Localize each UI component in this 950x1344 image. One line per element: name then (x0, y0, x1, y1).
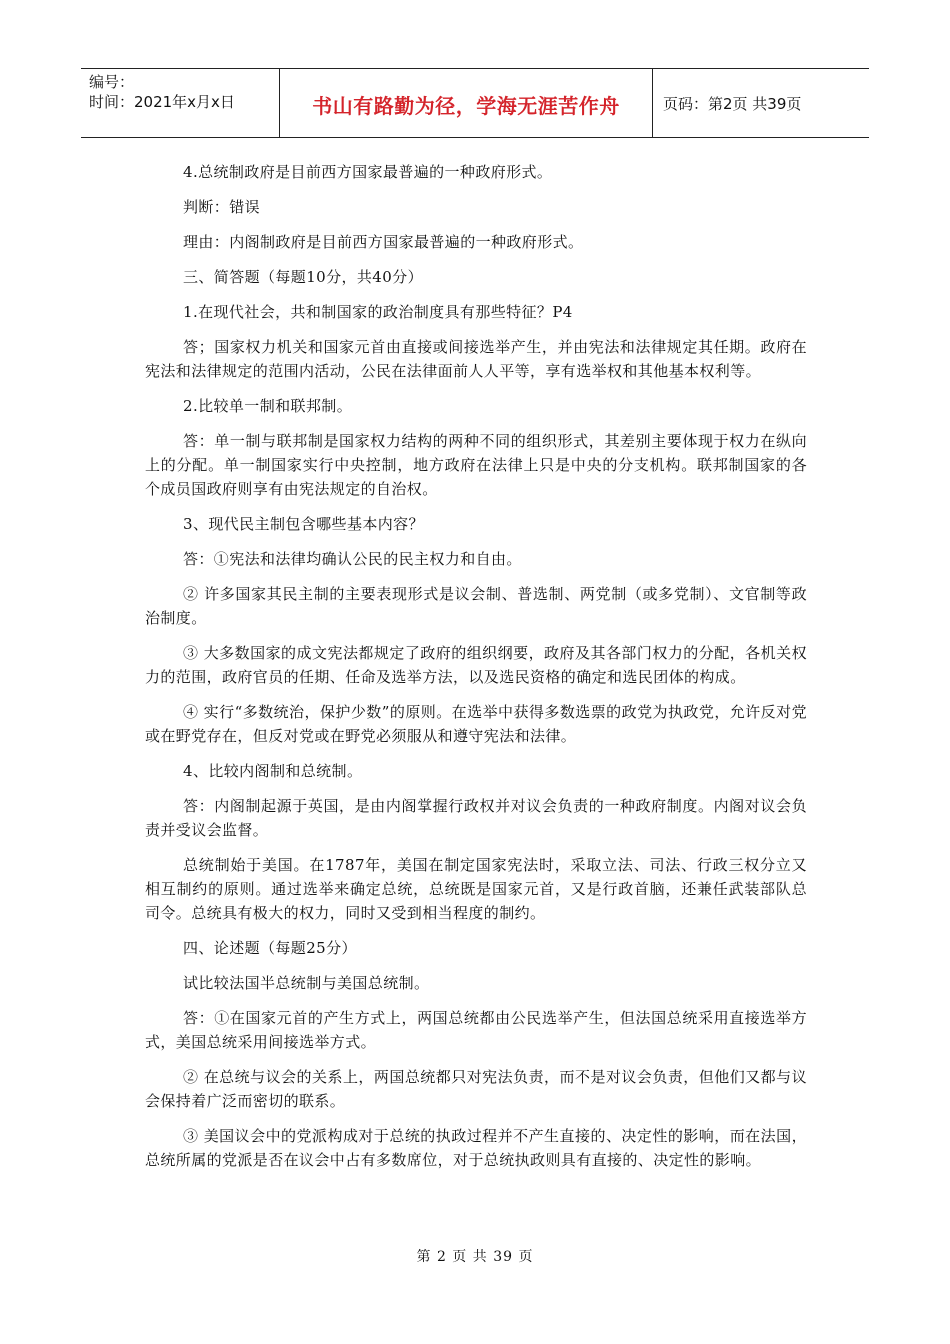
question: 2.比较单一制和联邦制。 (183, 397, 353, 415)
header-meta (81, 69, 280, 137)
answer: 答：①在国家元首的产生方式上，两国总统都由公民选举产生，但法国总统采用直接选举方式，美国总统采用间接选举方式。 (145, 1009, 807, 1051)
question: 4、比较内阁制和总统制。 (183, 762, 363, 780)
answer: 答：内阁制起源于英国，是由内阁掌握行政权并对议会负责的一种政府制度。内阁对议会负责并受议会监督。 (145, 797, 807, 839)
page-info: 页码：第2页 共39页 (663, 94, 802, 113)
answer: 答：①宪法和法律均确认公民的民主权力和自由。 (183, 550, 522, 568)
document-header (81, 68, 869, 138)
section-heading: 三、简答题（每题10分，共40分） (183, 268, 423, 286)
date-label: 时间：2021年x月x日 (89, 93, 235, 111)
answer: 答：单一制与联邦制是国家权力结构的两种不同的组织形式，其差别主要体现于权力在纵向上的分配。单一制国家实行中央控制，地方政府在法律上只是中央的分支机构。联邦制国家的各个成员国政府则享有由宪法规定的自治权。 (145, 432, 807, 498)
answer: 答；国家权力机关和国家元首由直接或间接选举产生，并由宪法和法律规定其任期。政府在宪法和法律规定的范围内活动，公民在法律面前人人平等，享有选举权和其他基本权利等。 (145, 338, 807, 380)
question: 3、现代民主制包含哪些基本内容？ (183, 515, 424, 533)
answer: ④ 实行“多数统治，保护少数”的原则。在选举中获得多数选票的政党为执政党，允许反对党或在野党存在，但反对党或在野党必须服从和遵守宪法和法律。 (145, 703, 807, 745)
answer: ③ 美国议会中的党派构成对于总统的执政过程并不产生直接的、决定性的影响，而在法国，总统所属的党派是否在议会中占有多数席位，对于总统执政则具有直接的、决定性的影响。 (145, 1127, 807, 1169)
answer: ③ 大多数国家的成文宪法都规定了政府的组织纲要，政府及其各部门权力的分配，各机关权力的范围，政府官员的任期、任命及选举方法，以及选民资格的确定和选民团体的构成。 (145, 644, 807, 686)
document-body (145, 160, 807, 1183)
paragraph: 理由：内阁制政府是目前西方国家最普遍的一种政府形式。 (183, 233, 584, 251)
paragraph: 判断：错误 (183, 198, 261, 216)
header-motto-cell (280, 69, 653, 137)
answer: ② 在总统与议会的关系上，两国总统都只对宪法负责，而不是对议会负责，但他们又都与议会保持着广泛而密切的联系。 (145, 1068, 807, 1110)
page-footer: 第 2 页 共 39 页 (416, 1249, 534, 1265)
header-page-cell (653, 69, 869, 137)
section-heading: 四、论述题（每题25分） (183, 939, 357, 957)
question: 1.在现代社会，共和制国家的政治制度具有那些特征？P4 (183, 303, 573, 321)
paragraph: 4.总统制政府是目前西方国家最普遍的一种政府形式。 (183, 163, 553, 181)
question: 试比较法国半总统制与美国总统制。 (183, 974, 430, 992)
answer: 总统制始于美国。在1787年，美国在制定国家宪法时，采取立法、司法、行政三权分立又相互制约的原则。通过选举来确定总统，总统既是国家元首，又是行政首脑，还兼任武装部队总司令。总统具有极大的权力，同时又受到相当程度的制约。 (145, 856, 807, 922)
code-label: 编号： (89, 73, 135, 91)
motto-text: 书山有路勤为径，学海无涯苦作舟 (312, 93, 620, 118)
answer: ② 许多国家其民主制的主要表现形式是议会制、普选制、两党制（或多党制）、文官制等政治制度。 (145, 585, 807, 627)
